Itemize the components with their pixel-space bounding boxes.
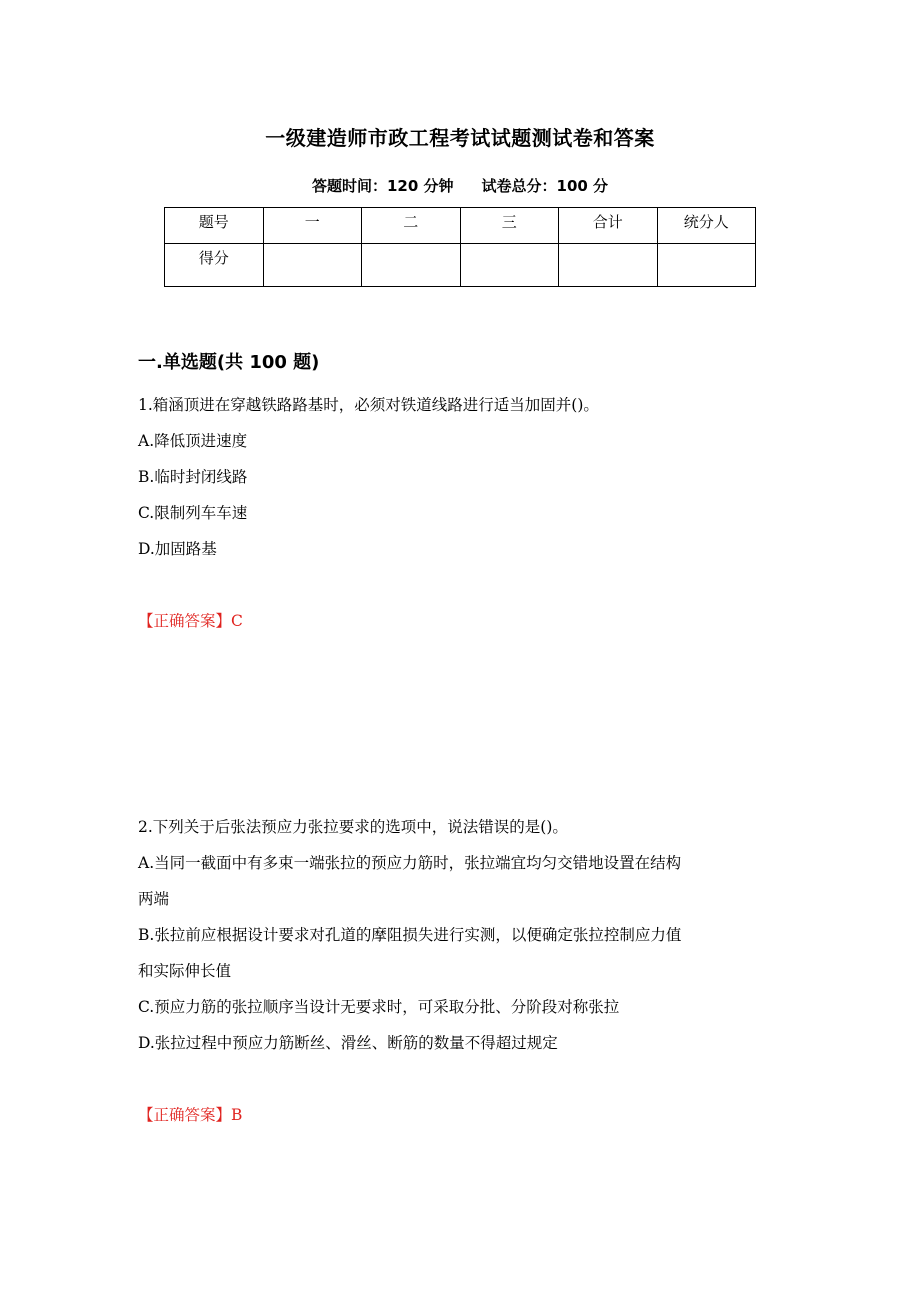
question-option-continued: 和实际伸长值 bbox=[138, 962, 232, 980]
score-cell bbox=[362, 244, 461, 287]
score-table-header-row bbox=[165, 208, 756, 244]
correct-answer: 【正确答案】C bbox=[138, 612, 243, 630]
question-option: A.降低顶进速度 bbox=[138, 432, 248, 450]
total-score-label: 试卷总分：100 分 bbox=[481, 177, 609, 195]
question-option-continued: 两端 bbox=[138, 890, 170, 908]
row-label-cell: 得分 bbox=[165, 244, 264, 287]
score-table bbox=[164, 207, 756, 287]
correct-answer: 【正确答案】B bbox=[138, 1106, 243, 1124]
question-option: B.临时封闭线路 bbox=[138, 468, 248, 486]
header-cell: 一 bbox=[263, 208, 362, 244]
question-option: C.限制列车车速 bbox=[138, 504, 248, 522]
score-cell bbox=[460, 244, 559, 287]
question-stem: 1.箱涵顶进在穿越铁路路基时，必须对铁道线路进行适当加固并()。 bbox=[138, 396, 599, 414]
question-option: D.加固路基 bbox=[138, 540, 217, 558]
question-option: B.张拉前应根据设计要求对孔道的摩阻损失进行实测，以便确定张拉控制应力值 bbox=[138, 926, 682, 944]
score-table-score-row bbox=[165, 244, 756, 287]
exam-meta bbox=[0, 175, 920, 196]
exam-title: 一级建造师市政工程考试试题测试卷和答案 bbox=[265, 126, 655, 150]
header-cell: 题号 bbox=[165, 208, 264, 244]
question-stem: 2.下列关于后张法预应力张拉要求的选项中，说法错误的是()。 bbox=[138, 818, 568, 836]
score-cell bbox=[263, 244, 362, 287]
header-cell: 统分人 bbox=[657, 208, 756, 244]
question-option: C.预应力筋的张拉顺序当设计无要求时，可采取分批、分阶段对称张拉 bbox=[138, 998, 620, 1016]
header-cell: 合计 bbox=[559, 208, 658, 244]
time-label: 答题时间：120 分钟 bbox=[311, 177, 454, 195]
header-cell: 三 bbox=[460, 208, 559, 244]
question-option: D.张拉过程中预应力筋断丝、滑丝、断筋的数量不得超过规定 bbox=[138, 1034, 558, 1052]
score-cell bbox=[657, 244, 756, 287]
score-cell bbox=[559, 244, 658, 287]
header-cell: 二 bbox=[362, 208, 461, 244]
section-title: 一.单选题(共 100 题) bbox=[138, 352, 320, 373]
question-option: A.当同一截面中有多束一端张拉的预应力筋时，张拉端宜均匀交错地设置在结构 bbox=[138, 854, 682, 872]
